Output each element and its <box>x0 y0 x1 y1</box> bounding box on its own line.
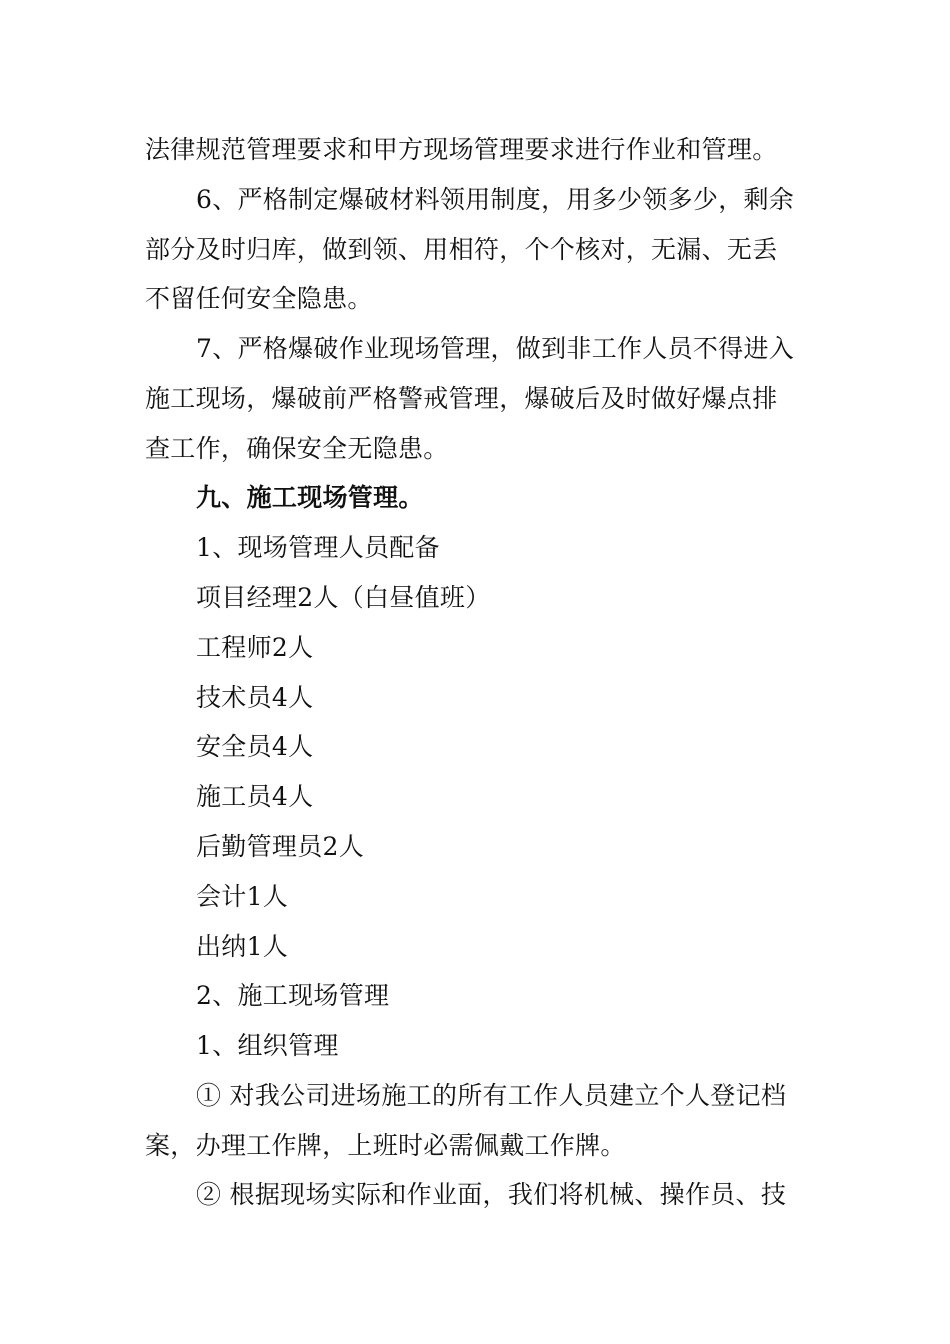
paragraph-line: ① 对我公司进场施工的所有工作人员建立个人登记档 <box>196 1081 787 1110</box>
paragraph-line: 7、严格爆破作业现场管理，做到非工作人员不得进入 <box>196 334 795 363</box>
paragraph-line: 案，办理工作牌，上班时必需佩戴工作牌。 <box>145 1131 626 1160</box>
paragraph-line: 不留任何安全隐患。 <box>145 284 373 313</box>
paragraph-line: 部分及时归库，做到领、用相符，个个核对，无漏、无丢 <box>145 235 778 264</box>
subsection-heading: 1、组织管理 <box>196 1031 339 1060</box>
list-item: 后勤管理员2人 <box>196 832 365 861</box>
paragraph-line: 6、严格制定爆破材料领用制度，用多少领多少，剩余 <box>196 185 795 214</box>
paragraph-line: 施工现场，爆破前严格警戒管理，爆破后及时做好爆点排 <box>145 384 778 413</box>
paragraph-line: 法律规范管理要求和甲方现场管理要求进行作业和管理。 <box>145 135 778 164</box>
subsection-heading: 1、现场管理人员配备 <box>196 533 440 562</box>
list-item: 安全员4人 <box>196 732 314 761</box>
subsection-heading: 2、施工现场管理 <box>196 981 390 1010</box>
list-item: 工程师2人 <box>196 633 314 662</box>
section-heading: 九、施工现场管理。 <box>196 483 424 512</box>
list-item: 会计1人 <box>196 882 289 911</box>
paragraph-line: ② 根据现场实际和作业面，我们将机械、操作员、技 <box>196 1180 787 1209</box>
list-item: 技术员4人 <box>196 683 314 712</box>
list-item: 施工员4人 <box>196 782 314 811</box>
list-item: 项目经理2人（白昼值班） <box>196 583 491 612</box>
paragraph-line: 查工作，确保安全无隐患。 <box>145 434 449 463</box>
list-item: 出纳1人 <box>196 932 289 961</box>
